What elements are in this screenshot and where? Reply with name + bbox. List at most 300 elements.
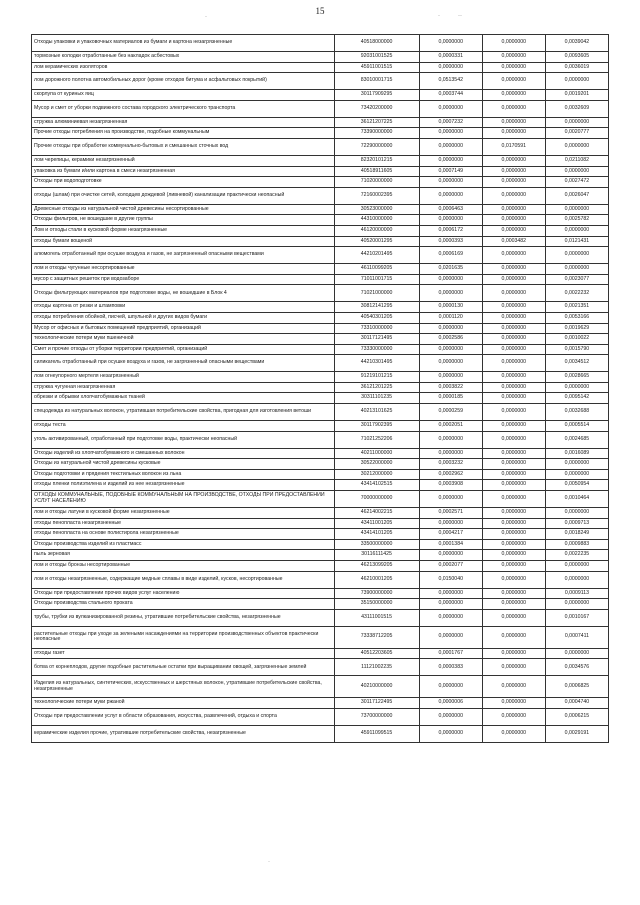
value-cell-3: 0,0015790 <box>545 344 608 355</box>
value-cell-1: 0,0000000 <box>419 128 482 139</box>
waste-code-cell: 40512203605 <box>334 648 419 659</box>
value-cell-1: 0,0000000 <box>419 588 482 599</box>
waste-name-cell: лом и отходы незагрязненные, содержащие медные сплавы в виде изделий, кусков, несортированные <box>32 571 335 588</box>
value-cell-1: 0,0000000 <box>419 177 482 188</box>
table-row <box>32 561 609 572</box>
value-cell-1: 0,0007232 <box>419 117 482 128</box>
value-cell-2: 0,0000000 <box>482 421 545 432</box>
value-cell-3: 0,0022232 <box>545 285 608 302</box>
waste-name-cell: Мусор от офисных и бытовых помещений предприятий, организаций <box>32 323 335 334</box>
value-cell-1: 0,0000393 <box>419 236 482 247</box>
waste-code-cell: 43414101205 <box>334 529 419 540</box>
table-row <box>32 187 609 204</box>
waste-code-cell: 71011001715 <box>334 274 419 285</box>
value-cell-3: 0,0000000 <box>545 561 608 572</box>
waste-name-cell: отходы (шлам) при очистке сетей, колодцев дождевой (ливневой) канализации практически неопасный <box>32 187 335 204</box>
page-number: 15 <box>315 6 325 16</box>
value-cell-3: 0,0009113 <box>545 588 608 599</box>
waste-name-cell: лом огнеупорного мертеля незагрязненный <box>32 372 335 383</box>
table-row <box>32 480 609 491</box>
value-cell-2: 0,0000000 <box>482 459 545 470</box>
value-cell-3: 0,0005514 <box>545 421 608 432</box>
waste-name-cell: лом черепицы, керамики незагрязненный <box>32 155 335 166</box>
waste-name-cell: алюмогель отработанный при осушке воздуха и газов, не загрязненный опасными веществами <box>32 247 335 264</box>
value-cell-1: 0,0150040 <box>419 571 482 588</box>
value-cell-1: 0,0000000 <box>419 323 482 334</box>
value-cell-1: 0,0513542 <box>419 73 482 90</box>
value-cell-2: 0,0000000 <box>482 302 545 313</box>
value-cell-3: 0,0009883 <box>545 539 608 550</box>
waste-name-cell: Отходы при предоставлении услуг в области образования, искусства, развлечений, отдыха и спорта <box>32 708 335 725</box>
value-cell-2: 0,0000000 <box>482 599 545 610</box>
value-cell-1: 0,0001767 <box>419 648 482 659</box>
value-cell-2: 0,0000000 <box>482 166 545 177</box>
value-cell-1: 0,0000000 <box>419 550 482 561</box>
waste-name-cell: отходы пенопласта незагрязненные <box>32 518 335 529</box>
value-cell-1: 0,0000000 <box>419 274 482 285</box>
value-cell-1: 0,0000000 <box>419 518 482 529</box>
value-cell-3: 0,0032609 <box>545 100 608 117</box>
waste-name-cell: тормозные колодки отработанные без накладок асбестовых <box>32 52 335 63</box>
waste-code-cell: 46110099205 <box>334 264 419 275</box>
value-cell-2: 0,0000000 <box>482 344 545 355</box>
value-cell-3: 0,0121431 <box>545 236 608 247</box>
waste-code-cell: 35150000000 <box>334 599 419 610</box>
table-row <box>32 155 609 166</box>
value-cell-1: 0,0006463 <box>419 204 482 215</box>
value-cell-1: 0,0000000 <box>419 35 482 52</box>
value-cell-3: 0,0019629 <box>545 323 608 334</box>
value-cell-3: 0,0006215 <box>545 708 608 725</box>
value-cell-2: 0,0000000 <box>482 264 545 275</box>
value-cell-1: 0,0000383 <box>419 659 482 676</box>
waste-name-cell: ОТХОДЫ КОММУНАЛЬНЫЕ, ПОДОБНЫЕ КОММУНАЛЬНЫМ НА ПРОИЗВОДСТВЕ, ОТХОДЫ ПРИ ПРЕДОСТАВЛЕНИИ УСЛУГ НАСЕЛЕНИЮ <box>32 491 335 508</box>
value-cell-1: 0,0007149 <box>419 166 482 177</box>
value-cell-3: 0,0009713 <box>545 518 608 529</box>
table-row <box>32 708 609 725</box>
value-cell-1: 0,0000000 <box>419 355 482 372</box>
waste-name-cell: лом и отходы латуни в кусковой форме незагрязненные <box>32 508 335 519</box>
table-row <box>32 247 609 264</box>
waste-name-cell: Отходы подготовки и прядения текстильных волокон из льна <box>32 469 335 480</box>
waste-code-cell: 92031001525 <box>334 52 419 63</box>
value-cell-3: 0,0010167 <box>545 609 608 626</box>
value-cell-1: 0,0003744 <box>419 90 482 101</box>
waste-name-cell: лом и отходы бронзы несортированные <box>32 561 335 572</box>
value-cell-3: 0,0000000 <box>545 117 608 128</box>
table-row <box>32 725 609 742</box>
table-row <box>32 421 609 432</box>
value-cell-3: 0,0021351 <box>545 302 608 313</box>
value-cell-3: 0,0023077 <box>545 274 608 285</box>
waste-name-cell: пыль зерновая <box>32 550 335 561</box>
value-cell-1: 0,0000000 <box>419 285 482 302</box>
waste-code-cell: 82320101215 <box>334 155 419 166</box>
waste-code-cell: 44210301495 <box>334 355 419 372</box>
value-cell-2: 0,0000000 <box>482 117 545 128</box>
value-cell-3: 0,0029191 <box>545 725 608 742</box>
value-cell-2: 0,0000000 <box>482 274 545 285</box>
scan-speck: · <box>438 13 440 19</box>
waste-name-cell: Отходы производства стального проката <box>32 599 335 610</box>
table-row <box>32 344 609 355</box>
waste-code-cell: 46213099205 <box>334 561 419 572</box>
value-cell-3: 0,0000000 <box>545 469 608 480</box>
table-row <box>32 73 609 90</box>
waste-code-cell: 83010001715 <box>334 73 419 90</box>
value-cell-1: 0,0000000 <box>419 609 482 626</box>
waste-code-cell: 30522000000 <box>334 459 419 470</box>
value-cell-2: 0,0000000 <box>482 529 545 540</box>
waste-code-cell: 46214002215 <box>334 508 419 519</box>
waste-code-cell: 73420200000 <box>334 100 419 117</box>
waste-name-cell: Отходы фильтрующих материалов при подготовке воды, не вошедшие в Блок 4 <box>32 285 335 302</box>
waste-name-cell: Отходы из натуральной чистой древесины кусковые <box>32 459 335 470</box>
waste-name-cell: Отходы упаковки и упаковочных материалов из бумаги и картона незагрязненные <box>32 35 335 52</box>
value-cell-2: 0,0000000 <box>482 382 545 393</box>
waste-name-cell: растительные отходы при уходе за зелеными насаждениями на территории производственных объектов практически неопасные <box>32 626 335 648</box>
value-cell-1: 0,0000000 <box>419 491 482 508</box>
table-row <box>32 550 609 561</box>
table-row <box>32 225 609 236</box>
waste-name-cell: уголь активированный, отработанный при подготовке воды, практически неопасный <box>32 431 335 448</box>
value-cell-2: 0,0000000 <box>482 372 545 383</box>
value-cell-1: 0,0000000 <box>419 372 482 383</box>
value-cell-1: 0,0000331 <box>419 52 482 63</box>
value-cell-3: 0,0034512 <box>545 355 608 372</box>
waste-code-cell: 40210000000 <box>334 676 419 698</box>
value-cell-3: 0,0032688 <box>545 404 608 421</box>
waste-name-cell: трубы, трубки из вулканизированной резины, утратившие потребительские свойства, незагрязненные <box>32 609 335 626</box>
waste-name-cell: Прочие отходы потребления на производстве, подобные коммунальным <box>32 128 335 139</box>
value-cell-1: 0,0003822 <box>419 382 482 393</box>
table-row <box>32 52 609 63</box>
waste-code-cell: 73330000000 <box>334 344 419 355</box>
value-cell-2: 0,0000000 <box>482 177 545 188</box>
waste-name-cell: скорлупа от куриных яиц <box>32 90 335 101</box>
waste-code-cell: 43414102515 <box>334 480 419 491</box>
waste-code-cell: 40211000000 <box>334 448 419 459</box>
waste-name-cell: Отходы производства изделий из пластмасс <box>32 539 335 550</box>
value-cell-2: 0,0000000 <box>482 155 545 166</box>
table-row <box>32 648 609 659</box>
waste-name-cell: лом дорожного полотна автомобильных дорог (кроме отходов битума и асфальтовых покрытий) <box>32 73 335 90</box>
table-row <box>32 698 609 709</box>
table-row <box>32 128 609 139</box>
value-cell-3: 0,0019201 <box>545 90 608 101</box>
waste-name-cell: Отходы изделий из хлопчатобумажного и смешанных волокон <box>32 448 335 459</box>
waste-name-cell: стружка чугунная незагрязненная <box>32 382 335 393</box>
value-cell-1: 0,0003232 <box>419 459 482 470</box>
table-row <box>32 469 609 480</box>
waste-name-cell: технологические потери муки пшеничной <box>32 334 335 345</box>
table-row <box>32 215 609 226</box>
waste-name-cell: Прочие отходы при обработке коммунально-бытовых и смешанных сточных вод <box>32 138 335 155</box>
value-cell-2: 0,0000000 <box>482 35 545 52</box>
value-cell-3: 0,0022235 <box>545 550 608 561</box>
table-row <box>32 117 609 128</box>
value-cell-2: 0,0000000 <box>482 334 545 345</box>
value-cell-3: 0,0024685 <box>545 431 608 448</box>
value-cell-2: 0,0000000 <box>482 355 545 372</box>
table-row <box>32 35 609 52</box>
value-cell-1: 0,0002962 <box>419 469 482 480</box>
table-row <box>32 177 609 188</box>
value-cell-3: 0,0010464 <box>545 491 608 508</box>
value-cell-2: 0,0000000 <box>482 626 545 648</box>
value-cell-1: 0,0000000 <box>419 100 482 117</box>
value-cell-3: 0,0000000 <box>545 508 608 519</box>
value-cell-2: 0,0170591 <box>482 138 545 155</box>
waste-name-cell: Лом и отходы стали в кусковой форме незагрязненные <box>32 225 335 236</box>
value-cell-2: 0,0000000 <box>482 480 545 491</box>
value-cell-2: 0,0003482 <box>482 236 545 247</box>
value-cell-3: 0,0211082 <box>545 155 608 166</box>
waste-name-cell: отходы потребления обойной, писчей, шпульной и других видов бумаги <box>32 312 335 323</box>
table-row <box>32 609 609 626</box>
waste-name-cell: Изделия из натуральных, синтетических, искусственных и шерстяных волокон, утратившие потребительские свойства, незагрязненные <box>32 676 335 698</box>
waste-name-cell: керамические изделия прочие, утратившие потребительские свойства, незагрязненные <box>32 725 335 742</box>
value-cell-1: 0,0000000 <box>419 215 482 226</box>
waste-code-cell: 40520001295 <box>334 236 419 247</box>
table-row <box>32 334 609 345</box>
value-cell-3: 0,0026047 <box>545 187 608 204</box>
value-cell-2: 0,0000000 <box>482 448 545 459</box>
value-cell-2: 0,0000000 <box>482 725 545 742</box>
waste-name-cell: лом керамических изоляторов <box>32 62 335 73</box>
table-row <box>32 508 609 519</box>
value-cell-2: 0,0000000 <box>482 100 545 117</box>
table-row <box>32 302 609 313</box>
waste-name-cell: отходы картона от резки и штамповки <box>32 302 335 313</box>
value-cell-1: 0,0000000 <box>419 708 482 725</box>
value-cell-3: 0,0000000 <box>545 204 608 215</box>
value-cell-3: 0,0020777 <box>545 128 608 139</box>
waste-name-cell: ботва от корнеплодов, другие подобные растительные остатки при выращивании овощей, загрязненные землей <box>32 659 335 676</box>
table-row <box>32 323 609 334</box>
table-row <box>32 491 609 508</box>
value-cell-1: 0,0000130 <box>419 302 482 313</box>
waste-name-cell: Отходы фильтров, не вошедшие в другие группы <box>32 215 335 226</box>
waste-code-cell: 71021000000 <box>334 285 419 302</box>
scan-speck: · <box>268 859 270 865</box>
waste-code-cell: 40540301205 <box>334 312 419 323</box>
value-cell-2: 0,0000000 <box>482 187 545 204</box>
table-row <box>32 138 609 155</box>
value-cell-3: 0,0000000 <box>545 225 608 236</box>
value-cell-2: 0,0000000 <box>482 571 545 588</box>
table-row <box>32 659 609 676</box>
table-row <box>32 393 609 404</box>
waste-code-cell: 73900000000 <box>334 588 419 599</box>
value-cell-2: 0,0000000 <box>482 539 545 550</box>
scan-speck: ·· <box>458 13 462 19</box>
waste-code-cell: 33500000000 <box>334 539 419 550</box>
value-cell-2: 0,0000000 <box>482 285 545 302</box>
waste-code-cell: 71020000000 <box>334 177 419 188</box>
value-cell-3: 0,0006825 <box>545 676 608 698</box>
value-cell-1: 0,0000000 <box>419 155 482 166</box>
waste-name-cell: спецодежда из натуральных волокон, утратившая потребительские свойства, пригодная для изготовления ветоши <box>32 404 335 421</box>
value-cell-1: 0,0000000 <box>419 431 482 448</box>
value-cell-3: 0,0027472 <box>545 177 608 188</box>
value-cell-1: 0,0201635 <box>419 264 482 275</box>
waste-code-cell: 36121207225 <box>334 117 419 128</box>
waste-code-cell: 73310000000 <box>334 323 419 334</box>
value-cell-3: 0,0000000 <box>545 264 608 275</box>
value-cell-2: 0,0000000 <box>482 404 545 421</box>
value-cell-1: 0,0002051 <box>419 421 482 432</box>
value-cell-2: 0,0000000 <box>482 659 545 676</box>
table-row <box>32 236 609 247</box>
value-cell-3: 0,0000000 <box>545 382 608 393</box>
waste-code-cell: 30117121495 <box>334 334 419 345</box>
waste-name-cell: отходы теста <box>32 421 335 432</box>
waste-name-cell: Отходы при водоподготовке <box>32 177 335 188</box>
waste-code-cell: 40518911605 <box>334 166 419 177</box>
value-cell-1: 0,0006172 <box>419 225 482 236</box>
table-row <box>32 264 609 275</box>
waste-code-cell: 30212000000 <box>334 469 419 480</box>
waste-code-cell: 91219101215 <box>334 372 419 383</box>
scan-speck: · <box>205 14 207 20</box>
waste-name-cell: технологические потери муки ржаной <box>32 698 335 709</box>
value-cell-3: 0,0050954 <box>545 480 608 491</box>
waste-name-cell: отходы пенопласта на основе полистирола незагрязненные <box>32 529 335 540</box>
value-cell-2: 0,0000000 <box>482 588 545 599</box>
value-cell-1: 0,0000000 <box>419 62 482 73</box>
value-cell-3: 0,0053166 <box>545 312 608 323</box>
value-cell-3: 0,0000000 <box>545 73 608 90</box>
table-row <box>32 355 609 372</box>
waste-name-cell: стружка алюминиевая незагрязненная <box>32 117 335 128</box>
waste-code-cell: 36121201225 <box>334 382 419 393</box>
value-cell-2: 0,0000000 <box>482 128 545 139</box>
table-row <box>32 518 609 529</box>
table-row <box>32 529 609 540</box>
value-cell-2: 0,0000000 <box>482 469 545 480</box>
table-row <box>32 539 609 550</box>
value-cell-3: 0,0093605 <box>545 52 608 63</box>
value-cell-1: 0,0003908 <box>419 480 482 491</box>
value-cell-2: 0,0000000 <box>482 52 545 63</box>
table-row <box>32 90 609 101</box>
table-row <box>32 285 609 302</box>
waste-name-cell: отходы газет <box>32 648 335 659</box>
value-cell-2: 0,0000000 <box>482 491 545 508</box>
table-row <box>32 626 609 648</box>
value-cell-1: 0,0001120 <box>419 312 482 323</box>
value-cell-3: 0,0039042 <box>545 35 608 52</box>
table-row <box>32 404 609 421</box>
table-row <box>32 588 609 599</box>
value-cell-3: 0,0018249 <box>545 529 608 540</box>
value-cell-3: 0,0010022 <box>545 334 608 345</box>
waste-code-cell: 45911001515 <box>334 62 419 73</box>
value-cell-3: 0,0034576 <box>545 659 608 676</box>
value-cell-3: 0,0000000 <box>545 247 608 264</box>
table-row <box>32 599 609 610</box>
table-row <box>32 372 609 383</box>
value-cell-1: 0,0002077 <box>419 561 482 572</box>
table-row <box>32 166 609 177</box>
waste-code-cell: 72160002395 <box>334 187 419 204</box>
table-row <box>32 571 609 588</box>
value-cell-2: 0,0000000 <box>482 648 545 659</box>
value-cell-3: 0,0000000 <box>545 599 608 610</box>
waste-code-cell: 73700000000 <box>334 708 419 725</box>
value-cell-1: 0,0006169 <box>419 247 482 264</box>
value-cell-2: 0,0000000 <box>482 508 545 519</box>
waste-name-cell: лом и отходы чугунные несортированные <box>32 264 335 275</box>
waste-code-cell: 43111001515 <box>334 609 419 626</box>
value-cell-3: 0,0000000 <box>545 138 608 155</box>
value-cell-2: 0,0000000 <box>482 609 545 626</box>
value-cell-2: 0,0000000 <box>482 73 545 90</box>
waste-code-cell: 73390000000 <box>334 128 419 139</box>
value-cell-1: 0,0000000 <box>419 626 482 648</box>
value-cell-1: 0,0002571 <box>419 508 482 519</box>
value-cell-3: 0,0016089 <box>545 448 608 459</box>
table-row <box>32 62 609 73</box>
waste-code-cell: 30117122495 <box>334 698 419 709</box>
value-cell-2: 0,0000000 <box>482 393 545 404</box>
waste-code-cell: 71021252206 <box>334 431 419 448</box>
value-cell-1: 0,0001384 <box>419 539 482 550</box>
waste-name-cell: Древесные отходы из натуральной чистой древесины несортированные <box>32 204 335 215</box>
waste-code-cell: 70000000000 <box>334 491 419 508</box>
waste-code-cell: 40213101625 <box>334 404 419 421</box>
waste-name-cell: упаковка из бумаги и/или картона в смеси незагрязненная <box>32 166 335 177</box>
value-cell-2: 0,0000000 <box>482 90 545 101</box>
table-row <box>32 448 609 459</box>
waste-code-cell: 30523000000 <box>334 204 419 215</box>
value-cell-3: 0,0007411 <box>545 626 608 648</box>
table-row <box>32 100 609 117</box>
value-cell-2: 0,0000000 <box>482 323 545 334</box>
waste-name-cell: мусор с защитных решеток при водозаборе <box>32 274 335 285</box>
value-cell-1: 0,0000000 <box>419 187 482 204</box>
value-cell-1: 0,0002586 <box>419 334 482 345</box>
value-cell-3: 0,0036019 <box>545 62 608 73</box>
value-cell-1: 0,0000000 <box>419 138 482 155</box>
waste-code-cell: 44210201495 <box>334 247 419 264</box>
waste-table <box>31 34 609 743</box>
table-row <box>32 431 609 448</box>
waste-code-cell: 72290000000 <box>334 138 419 155</box>
table-row <box>32 459 609 470</box>
value-cell-1: 0,0000000 <box>419 448 482 459</box>
waste-name-cell: отходы пленки полиэтилена и изделий из нее незагрязненные <box>32 480 335 491</box>
value-cell-2: 0,0000000 <box>482 676 545 698</box>
waste-code-cell: 11121002235 <box>334 659 419 676</box>
waste-code-cell: 46210001205 <box>334 571 419 588</box>
table-row <box>32 204 609 215</box>
value-cell-2: 0,0000000 <box>482 215 545 226</box>
waste-name-cell: Мусор и смет от уборки подвижного состава городского электрического транспорта <box>32 100 335 117</box>
waste-code-cell: 30117902395 <box>334 421 419 432</box>
waste-name-cell: Отходы при предоставлении прочих видов услуг населению <box>32 588 335 599</box>
value-cell-2: 0,0000000 <box>482 518 545 529</box>
waste-code-cell: 73338712205 <box>334 626 419 648</box>
value-cell-2: 0,0000000 <box>482 561 545 572</box>
value-cell-3: 0,0004740 <box>545 698 608 709</box>
table-row <box>32 312 609 323</box>
value-cell-1: 0,0000185 <box>419 393 482 404</box>
waste-code-cell: 30311101235 <box>334 393 419 404</box>
value-cell-2: 0,0000000 <box>482 312 545 323</box>
value-cell-1: 0,0000000 <box>419 725 482 742</box>
